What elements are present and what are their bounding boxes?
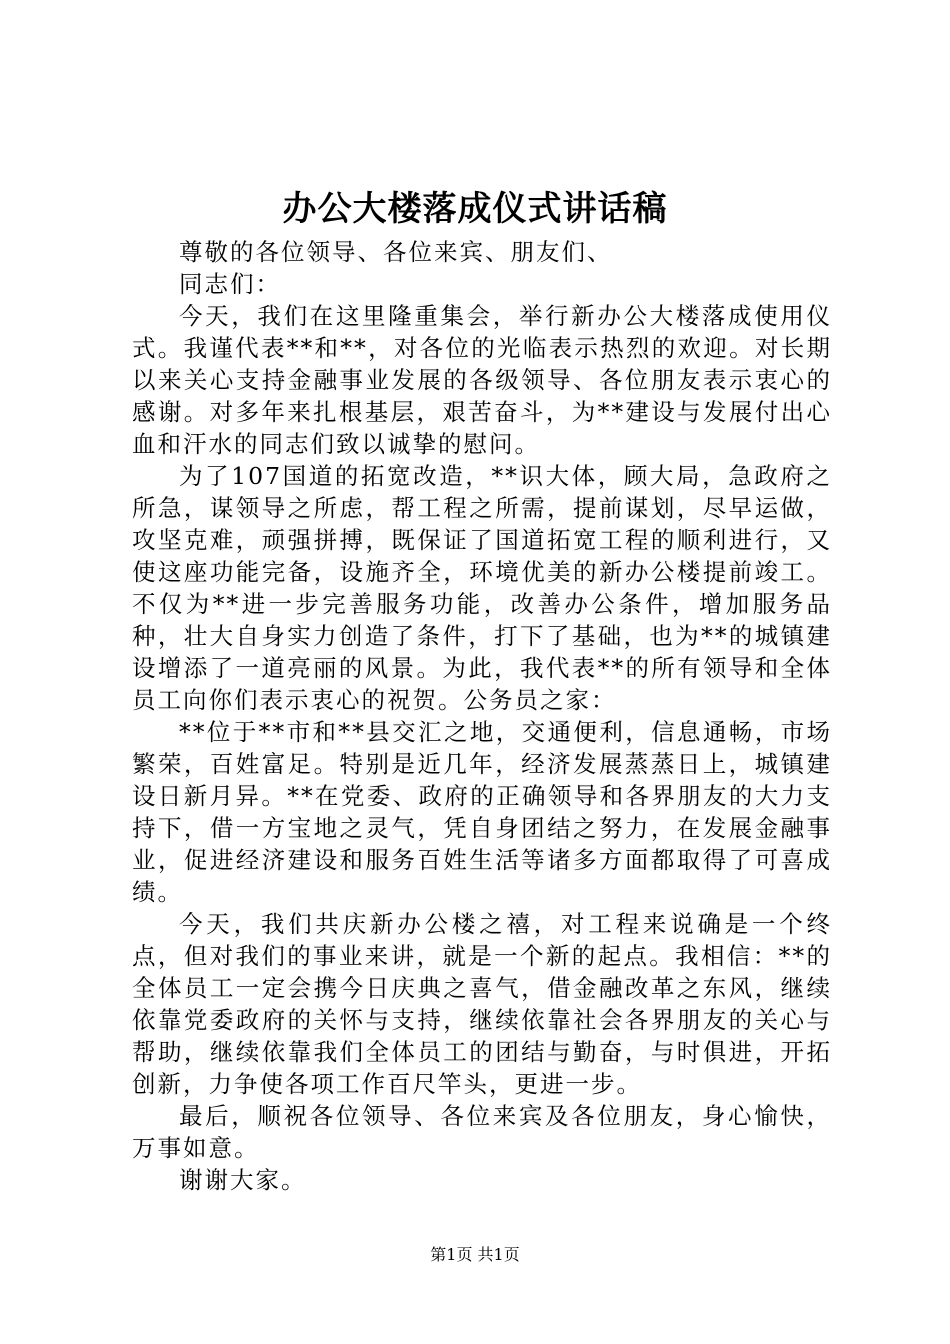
paragraph-welcome: 今天，我们在这里隆重集会，举行新办公大楼落成使用仪式。我谨代表**和**，对各位的光临表示热烈的欢迎。对长期以来关心支持金融事业发展的各级领导、各位朋友表示衷心的感谢。对多年来扎根基层，艰苦奋斗，为**建设与发展付出心血和汗水的同志们致以诚挚的慰问。	[132, 302, 832, 458]
paragraph-thanks: 谢谢大家。	[179, 1166, 307, 1194]
paragraph-new-start: 今天，我们共庆新办公楼之禧，对工程来说确是一个终点，但对我们的事业来讲，就是一个新的起点。我相信：**的全体员工一定会携今日庆典之喜气，借金融改革之东风，继续依靠党委政府的关怀与支持，继续依靠社会各界朋友的关心与帮助，继续依靠我们全体员工的团结与勤奋，与时俱进，开拓创新，力争使各项工作百尺竿头，更进一步。	[132, 910, 832, 1098]
paragraph-road-expansion: 为了107国道的拓宽改造，**识大体，顾大局，急政府之所急，谋领导之所虑，帮工程之所需，提前谋划，尽早运做，攻坚克难，顽强拼搏，既保证了国道拓宽工程的顺利进行，又使这座功能完备，设施齐全，环境优美的新办公楼提前竣工。不仅为**进一步完善服务功能，改善办公条件，增加服务品种，壮大自身实力创造了条件，打下了基础，也为**的城镇建设增添了一道亮丽的风景。为此，我代表**的所有领导和全体员工向你们表示衷心的祝贺。公务员之家：	[132, 462, 832, 714]
document-body	[132, 236, 832, 1196]
document-title: 办公大楼落成仪式讲话稿	[282, 189, 668, 229]
paragraph-closing-wishes: 最后，顺祝各位领导、各位来宾及各位朋友，身心愉快，万事如意。	[132, 1102, 832, 1162]
salutation-line-2: 同志们：	[179, 270, 281, 298]
salutation-line-1: 尊敬的各位领导、各位来宾、朋友们、	[179, 238, 613, 266]
paragraph-location: **位于**市和**县交汇之地，交通便利，信息通畅，市场繁荣，百姓富足。特别是近几年，经济发展蒸蒸日上，城镇建设日新月异。**在党委、政府的正确领导和各界朋友的大力支持下，借一方宝地之灵气，凭自身团结之努力，在发展金融事业，促进经济建设和服务百姓生活等诸多方面都取得了可喜成绩。	[132, 718, 832, 906]
page-footer: 第1页 共1页	[430, 1245, 520, 1264]
